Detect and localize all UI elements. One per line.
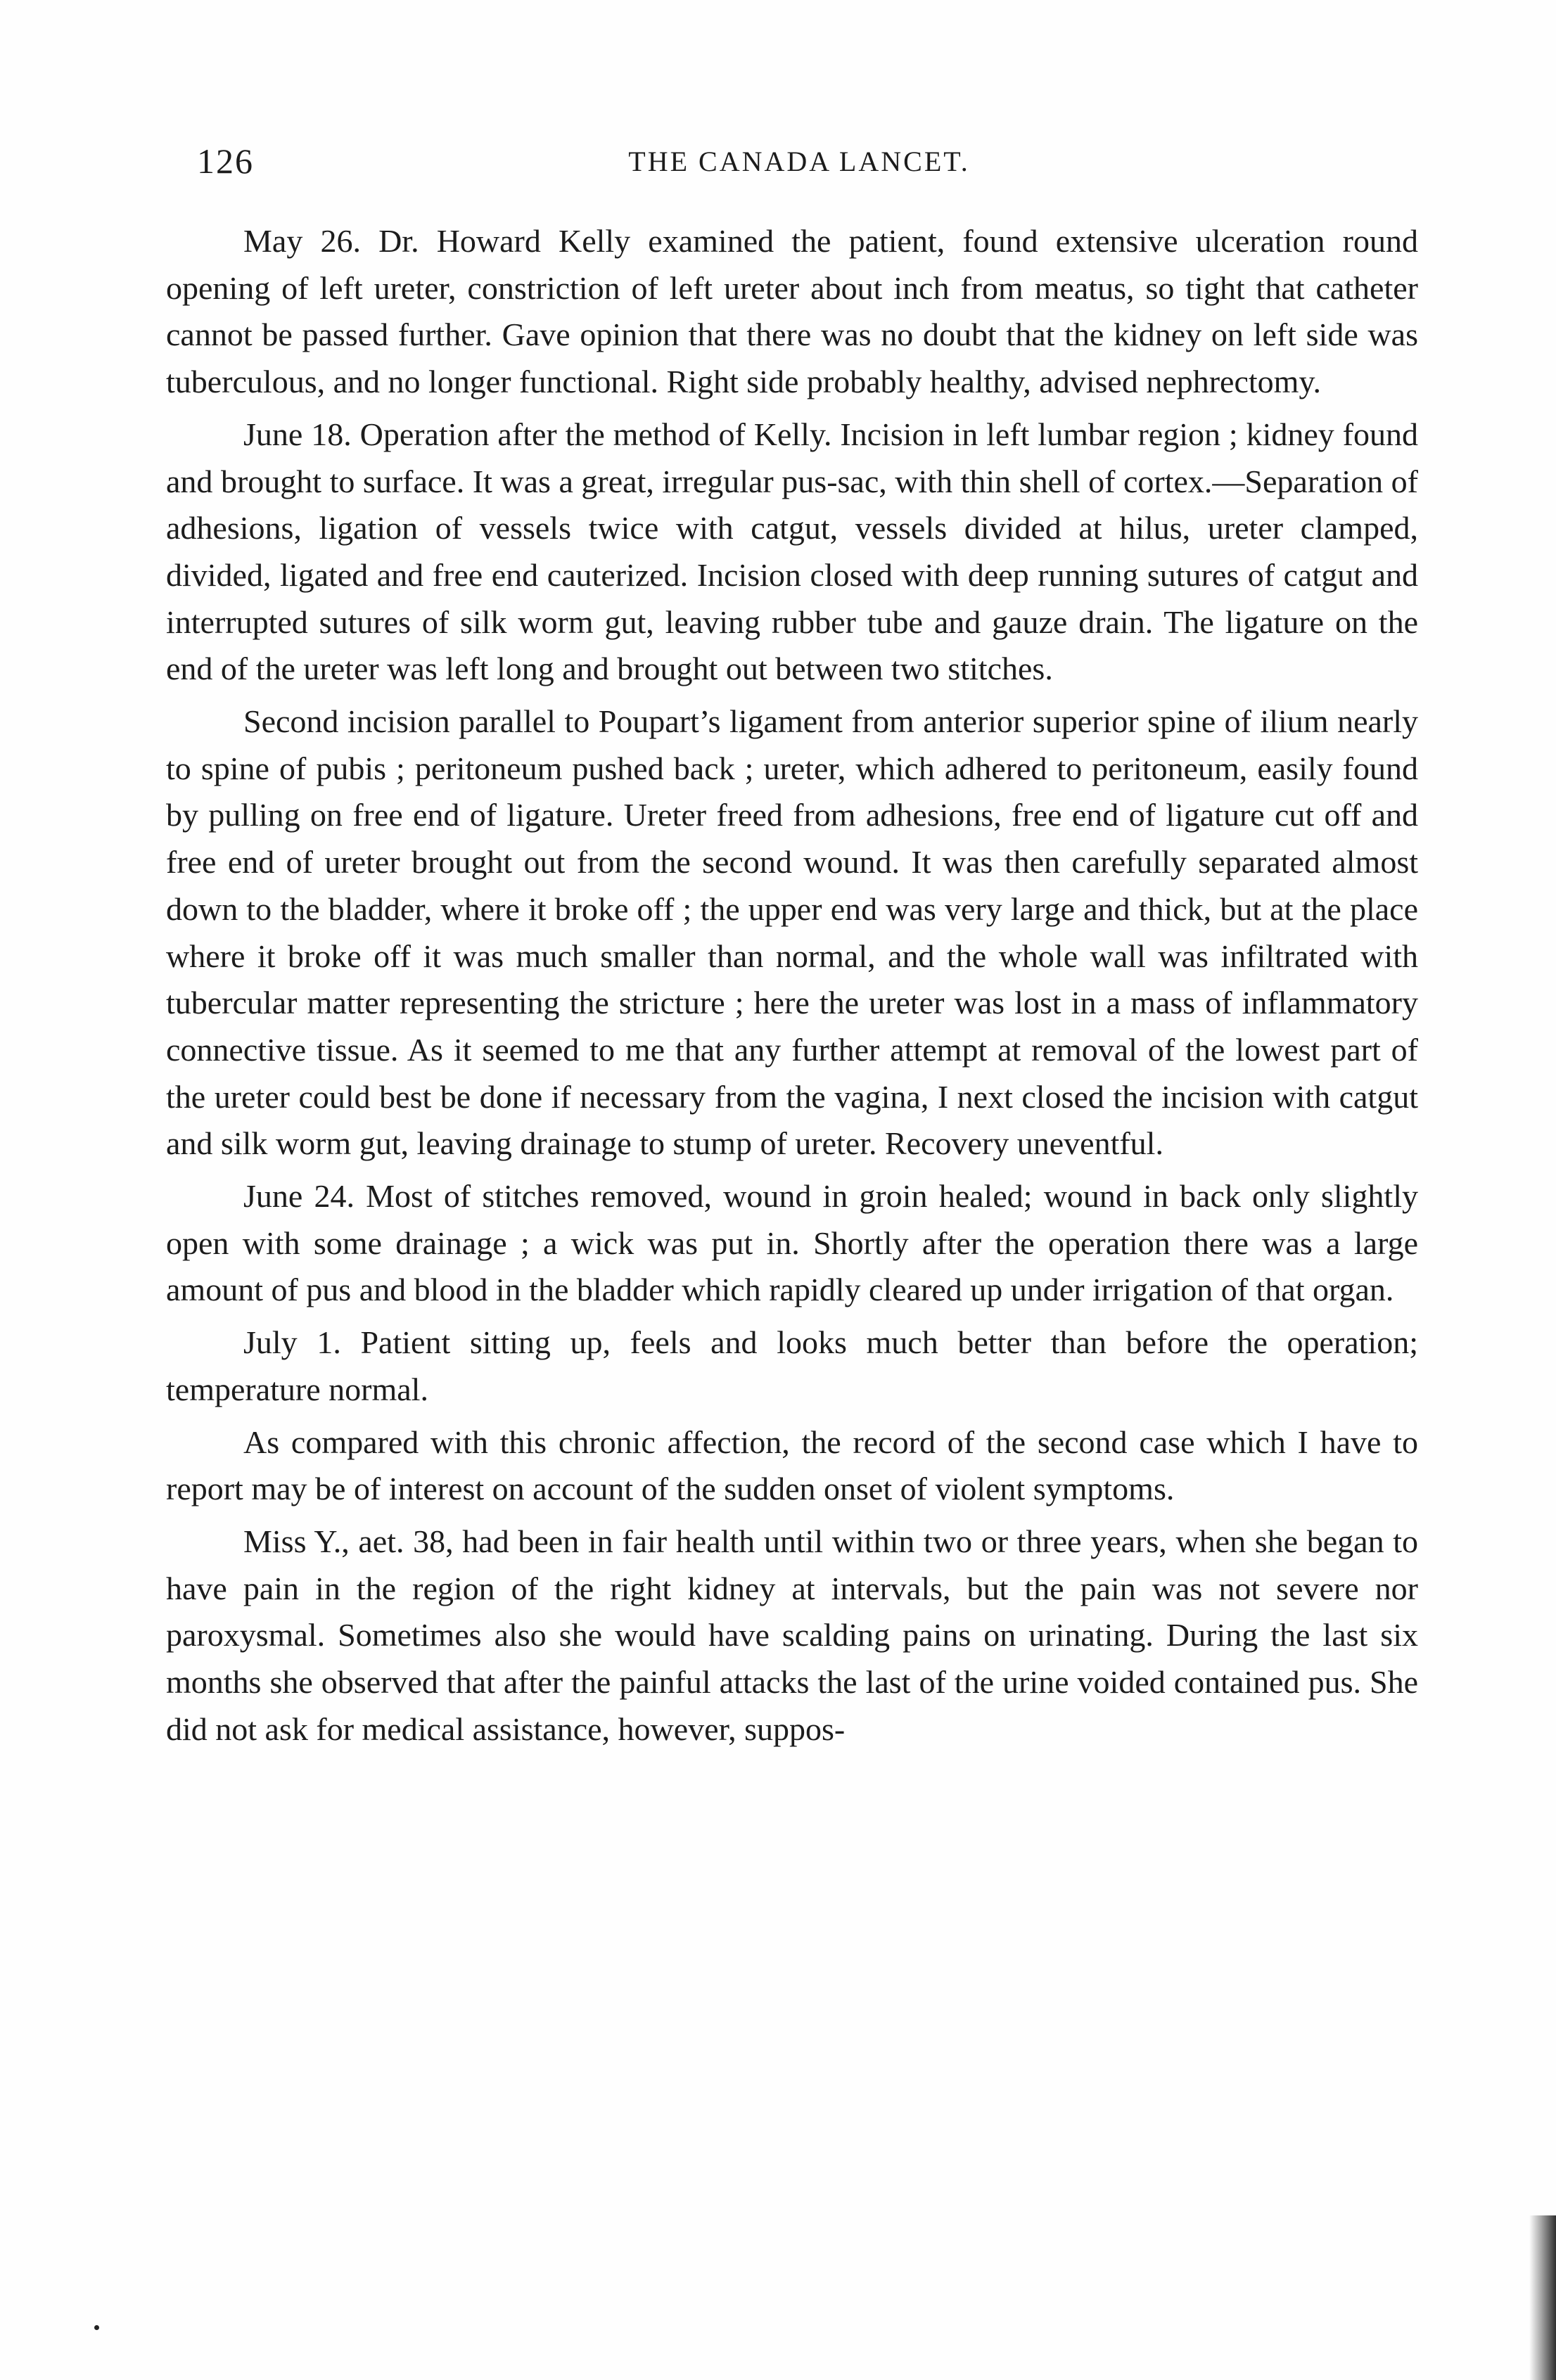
paragraph-june-18: June 18. Operation after the method of Kelly. Incision in left lumbar region ; kidney found and brought to surface. It was a great, irregular pus-sac, with thin shell of cortex.—Separation of adhesions, ligation of vessels twice with catgut, vessels divided at hilus, ureter clamped, divided, ligated and free end cauterized. Incision closed with deep running sutures of catgut and interrupted sutures of silk worm gut, leaving rubber tube and gauze drain. The ligature on the end of the ureter was left long and brought out between two stitches. [166, 416, 1418, 687]
journal-title: THE CANADA LANCET. [628, 146, 970, 177]
scan-speck [94, 2325, 99, 2330]
paragraph-may-26: May 26. Dr. Howard Kelly examined the patient, found extensive ulceration round opening of left ureter, constriction of left ureter about inch from meatus, so tight that catheter cannot be passed further. Gave opinion that there was no doubt that the kidney on left side was tuberculous, and no longer functional. Right side probably healthy, advised nephrectomy. [166, 223, 1418, 400]
running-head [177, 141, 1421, 183]
paragraph-comparison: As compared with this chronic affection, the record of the second case which I have to report may be of interest on account of the sudden onset of violent symptoms. [166, 1423, 1418, 1507]
paragraph-miss-y: Miss Y., aet. 38, had been in fair health until within two or three years, when she began to have pain in the region of the right kidney at intervals, but the pain was not severe nor paroxysmal. Sometimes also she would have scalding pains on urinating. During the last six months she observed that after the painful attacks the last of the urine voided contained pus. She did not ask for medical assistance, however, suppos- [166, 1523, 1418, 1747]
paragraph-july-1: July 1. Patient sitting up, feels and looks much better than before the operation; temperature normal. [166, 1324, 1418, 1407]
paragraph-june-24: June 24. Most of stitches removed, wound in groin healed; wound in back only slightly open with some drainage ; a wick was put in. Shortly after the operation there was a large amount of pus and blood in the bladder which rapidly cleared up under irrigation of that organ. [166, 1178, 1418, 1308]
paragraph-second-incision: Second incision parallel to Poupart’s ligament from anterior superior spine of ilium nearly to spine of pubis ; peritoneum pushed back ; ureter, which adhered to peritoneum, easily found by pulling on free end of ligature. Ureter freed from adhesions, free end of ligature cut off and free end of ureter brought out from the second wound. It was then carefully separated almost down to the bladder, where it broke off ; the upper end was very large and thick, but at the place where it broke off it was much smaller than normal, and the whole wall was infiltrated with tubercular matter representing the stricture ; here the ureter was lost in a mass of inflammatory connective tissue. As it seemed to me that any further attempt at removal of the lowest part of the ureter could best be done if necessary from the vagina, I next closed the incision with catgut and silk worm gut, leaving drainage to stump of ureter. Recovery uneventful. [166, 703, 1418, 1162]
body-text [166, 218, 1418, 1753]
page-number: 126 [197, 141, 254, 181]
page-edge-shadow [1529, 2215, 1556, 2380]
